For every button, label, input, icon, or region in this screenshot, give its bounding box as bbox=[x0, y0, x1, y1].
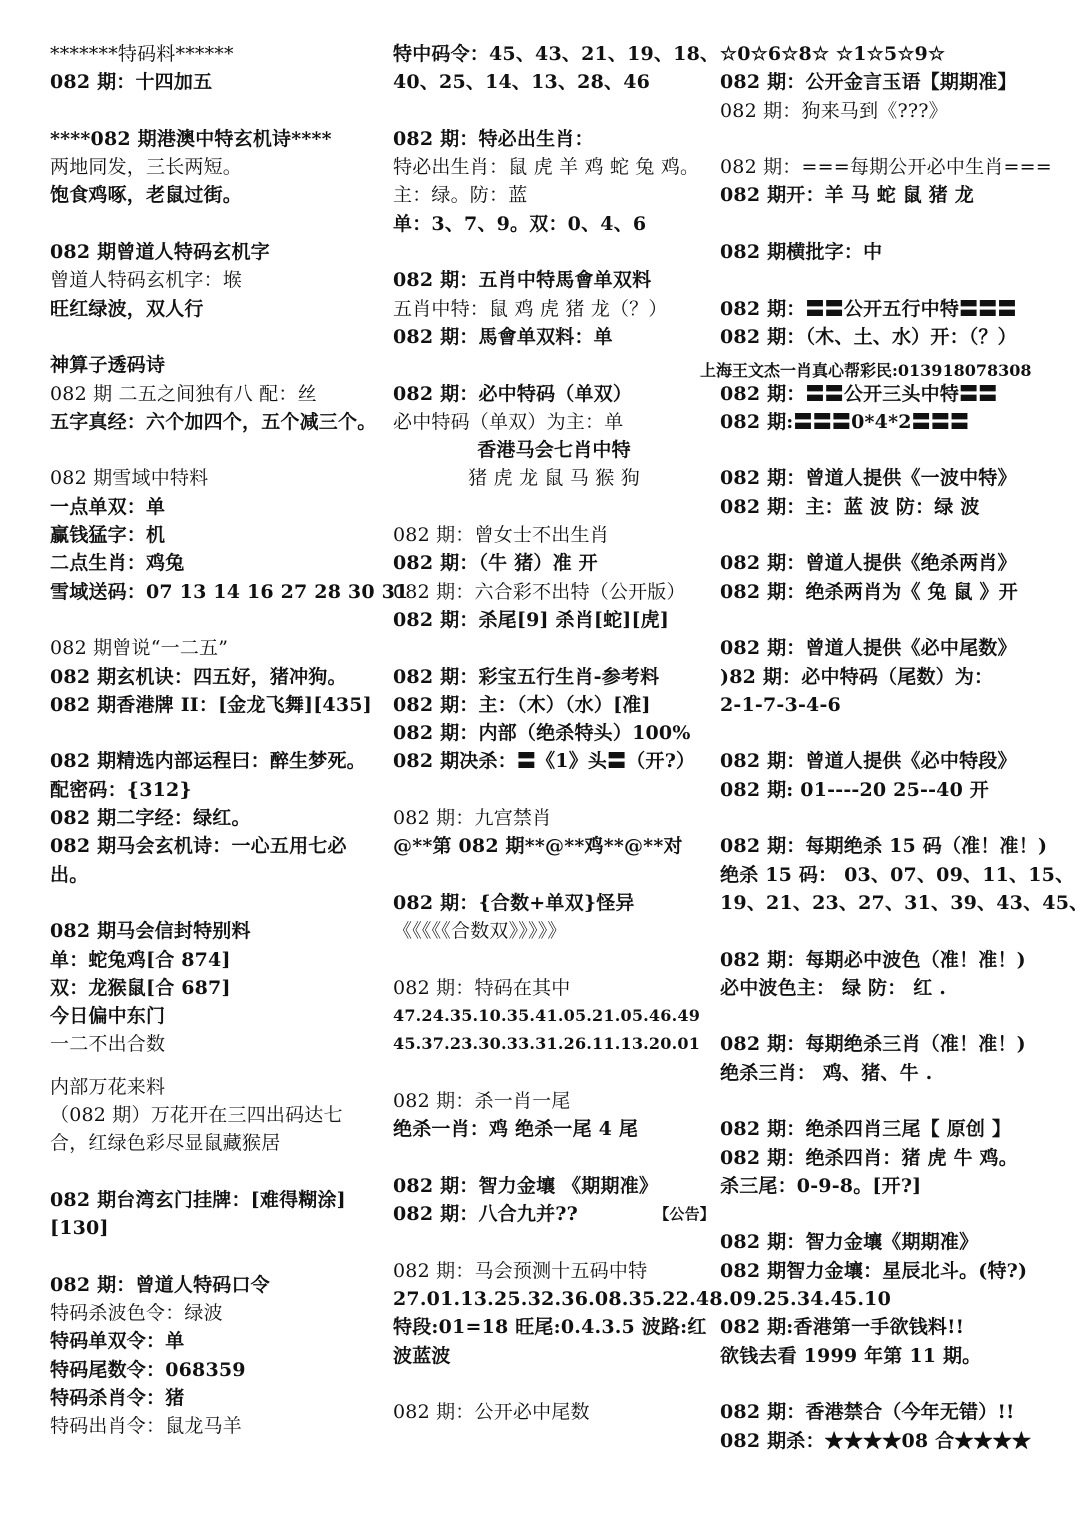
section-heading: 082 期：曾道人提供《绝杀两肖》 bbox=[720, 552, 1017, 575]
text-line: 欲钱去看 1999 年第 11 期。 bbox=[720, 1344, 982, 1367]
text-line: 猪 虎 龙 鼠 马 猴 狗 bbox=[468, 467, 640, 490]
text-line: 主：绿。防：蓝 bbox=[393, 184, 528, 207]
text-line: 单：蛇兔鸡[合 874] bbox=[50, 948, 231, 971]
section-heading: 082 期：智力金壤 《期期准》 bbox=[393, 1174, 659, 1197]
text-line: 必中波色主： 绿 防： 红 . bbox=[720, 976, 947, 999]
section-heading: 082 期：每期绝杀三肖（准！准！) bbox=[720, 1033, 1026, 1056]
text-line: 二点生肖：鸡兔 bbox=[50, 552, 185, 575]
text-line: 082 期：内部（绝杀特头）100% bbox=[393, 722, 691, 745]
section-heading: 082 期：五肖中特馬會单双料 bbox=[393, 269, 652, 292]
section-heading: 082 期：每期必中波色（准！准！) bbox=[720, 948, 1026, 971]
text-line: 082 期 二五之间独有八 配：丝 bbox=[50, 382, 317, 405]
text-line: 47.24.35.10.35.41.05.21.05.46.49 bbox=[393, 1006, 701, 1026]
section-heading: 082 期：马会预测十五码中特 bbox=[393, 1259, 648, 1282]
text-line: （082 期）万花开在三四出码达七合，红绿色彩尽显鼠藏猴居 bbox=[50, 1103, 343, 1155]
text-line: 五肖中特：鼠 鸡 虎 猪 龙（？） bbox=[393, 297, 668, 320]
text-line: 特段:01=18 旺尾:0.4.3.5 波路:红波蓝波 bbox=[393, 1316, 707, 1367]
section-heading: 神算子透码诗 bbox=[50, 354, 166, 377]
section-heading: 082 期：特必出生肖： bbox=[393, 127, 594, 150]
text-line: 19、21、23、27、31、39、43、45、 bbox=[720, 891, 1088, 914]
section-heading: 082 期：曾道人提供《一波中特》 bbox=[720, 467, 1017, 490]
text-line: 特码出肖令：鼠龙马羊 bbox=[50, 1415, 243, 1438]
column-left bbox=[50, 40, 409, 1441]
text-line: 特码尾数令：068359 bbox=[50, 1358, 246, 1381]
section-heading: 082 期：智力金壤《期期准》 bbox=[720, 1231, 979, 1254]
section-heading: 082 期：杀一肖一尾 bbox=[393, 1089, 571, 1112]
section-heading: 香港马会七肖中特 bbox=[477, 439, 631, 462]
section-heading: 082 期雪域中特料 bbox=[50, 467, 209, 490]
section-heading: 082 期：曾女士不出生肖 bbox=[393, 524, 609, 547]
text-line: ☆0☆6☆8☆ ☆1☆5☆9☆ bbox=[720, 43, 946, 65]
contact-overlay-text: 上海王文杰一肖真心帮彩民:013918078308 bbox=[700, 358, 1032, 381]
text-line: 特码单双令：单 bbox=[50, 1330, 185, 1353]
text-line: 082 期二字经：绿红。 bbox=[50, 807, 251, 830]
text-line: 特必出生肖：鼠 虎 羊 鸡 蛇 兔 鸡。 bbox=[393, 156, 700, 179]
text-line: 绝杀三肖： 鸡、猪、牛 . bbox=[720, 1061, 933, 1084]
text-line: 【公告】 082 期：八合九并?? bbox=[393, 1200, 715, 1228]
text-line: 082 期：狗来马到《???》 bbox=[720, 99, 948, 122]
text-line: 特码杀肖令：猪 bbox=[50, 1386, 185, 1409]
section-heading: 082 期：九宫禁肖 bbox=[393, 807, 552, 830]
text-line: 赢钱猛字：机 bbox=[50, 524, 166, 547]
section-heading: 082 期：绝杀四肖三尾【 原创 】 bbox=[720, 1118, 1012, 1141]
text-line: 饱食鸡啄，老鼠过街。 bbox=[50, 184, 243, 207]
text-line: 两地同发，三长两短。 bbox=[50, 156, 243, 179]
text-line: 082 期：绝杀四肖：猪 虎 牛 鸡。 bbox=[720, 1146, 1018, 1169]
text-line: 082 期：十四加五 bbox=[50, 71, 213, 94]
text-line: 082 期决杀：〓《1》头〓（开?） bbox=[393, 750, 696, 773]
section-heading: 082 期：每期绝杀 15 码（准！准！) bbox=[720, 835, 1048, 858]
text-line: 绝杀一肖：鸡 绝杀一尾 4 尾 bbox=[393, 1118, 639, 1141]
text-line: 2-1-7-3-4-6 bbox=[720, 693, 841, 716]
text-line: 《《《《《合数双》》》》》 bbox=[393, 920, 567, 943]
section-heading: 内部万花来料 bbox=[50, 1075, 166, 1098]
section-heading: 082 期：特码在其中 bbox=[393, 976, 571, 999]
text-line: 082 期: 01----20 25--40 开 bbox=[720, 778, 990, 801]
text-line: 082 期：杀尾[9] 杀肖[蛇][虎] bbox=[393, 608, 670, 631]
text-line: 单：3、7、9。双：0、4、6 bbox=[393, 212, 647, 235]
text-line: 绝杀 15 码： 03、07、09、11、15、 bbox=[720, 863, 1075, 886]
text-line: 杀三尾：0-9-8。[开?] bbox=[720, 1174, 922, 1197]
text-line: 082 期：主：（木）（水）[准] bbox=[393, 693, 651, 716]
section-heading: 082 期：曾道人提供《必中特段》 bbox=[720, 750, 1017, 773]
column-right bbox=[720, 40, 1088, 1455]
text-line: 082 期横批字：中 bbox=[720, 241, 883, 264]
text-line: 082 期台湾玄门挂牌：[难得糊涂][130] bbox=[50, 1188, 346, 1240]
section-heading: 082 期：===每期公开必中生肖=== bbox=[720, 156, 1052, 179]
text-line: 082 期香港牌 II：[金龙飞舞][435] bbox=[50, 693, 372, 716]
text-line: 082 期马会玄机诗：一心五用七必出。 bbox=[50, 835, 347, 886]
section-heading: 082 期：曾道人特码口令 bbox=[50, 1273, 270, 1296]
text-line: 082 期：（木、土、水）开：（？） bbox=[720, 325, 1017, 348]
text-line: *******特码料****** bbox=[50, 43, 234, 65]
text-line: 082 期杀：★★★★08 合★★★★ bbox=[720, 1429, 1032, 1452]
section-heading: 082 期：公开金言玉语【期期准】 bbox=[720, 71, 1017, 94]
section-heading: 082 期:香港第一手欲钱料!! bbox=[720, 1316, 965, 1339]
section-heading: 082 期：必中特码（单双） bbox=[393, 382, 633, 405]
text-line: 082 期：六合彩不出特（公开版） bbox=[393, 580, 686, 603]
text-line: 082 期玄机诀：四五好，猪冲狗。 bbox=[50, 665, 347, 688]
text-line: 曾道人特码玄机字：堠 bbox=[50, 269, 243, 292]
notice-label: 【公告】 bbox=[654, 1205, 715, 1224]
text-line: 082 期：绝杀两肖为《 兔 鼠 》开 bbox=[720, 580, 1018, 603]
section-heading: 082 期：香港禁合（今年无错）!! bbox=[720, 1401, 1015, 1424]
section-heading: 082 期曾道人特码玄机字 bbox=[50, 241, 270, 264]
text-line: 40、25、14、13、28、46 bbox=[393, 71, 651, 94]
text-line: 082 期开：羊 马 蛇 鼠 猪 龙 bbox=[720, 184, 974, 207]
text-line: 双：龙猴鼠[合 687] bbox=[50, 976, 231, 999]
text-line: 一二不出合数 bbox=[50, 1033, 166, 1056]
text-line: @**第 082 期**@**鸡**@**对 bbox=[393, 835, 683, 858]
text-line: 082 期：（牛 猪）准 开 bbox=[393, 552, 598, 575]
text-line: 必中特码（单双）为主：单 bbox=[393, 410, 624, 433]
text-line: 45.37.23.30.33.31.26.11.13.20.01 bbox=[393, 1034, 701, 1054]
text-line: 082 期:〓〓〓0*4*2〓〓〓 bbox=[720, 410, 970, 433]
text-line: 082 期智力金壤：星辰北斗。(特?) bbox=[720, 1259, 1028, 1282]
section-heading: 082 期：〓〓公开五行中特〓〓〓 bbox=[720, 297, 1017, 320]
text-line: 今日偏中东门 bbox=[50, 1005, 166, 1028]
section-heading: 082 期：曾道人提供《必中尾数》 bbox=[720, 637, 1017, 660]
text-line: 27.01.13.25.32.36.08.35.22.48.09.25.34.45.10 bbox=[393, 1288, 892, 1311]
text-line: 一点单双：单 bbox=[50, 495, 166, 518]
section-heading: 082 期：彩宝五行生肖-参考料 bbox=[393, 665, 660, 688]
text-line: 旺红绿波，双人行 bbox=[50, 297, 204, 320]
text-line: 特中码令：45、43、21、19、18、 bbox=[393, 43, 720, 65]
section-heading: 082 期曾说“一二五” bbox=[50, 637, 229, 660]
section-heading: 082 期：公开必中尾数 bbox=[393, 1401, 590, 1424]
text-line: 特码杀波色令：绿波 bbox=[50, 1302, 223, 1325]
section-heading: 082 期：{合数+单双}怪异 bbox=[393, 891, 635, 914]
text-line: 配密码：{312} bbox=[50, 778, 192, 801]
text-line: 082 期精选内部运程曰：醉生梦死。 bbox=[50, 750, 366, 773]
text-line: 雪域送码：07 13 14 16 27 28 30 31 bbox=[50, 580, 409, 603]
text-line: 082 期：馬會单双料：单 bbox=[393, 325, 613, 348]
section-heading: ****082 期港澳中特玄机诗**** bbox=[50, 127, 332, 150]
section-heading: 082 期马会信封特别料 bbox=[50, 920, 251, 943]
text-line: )82 期：必中特码（尾数）为： bbox=[720, 665, 994, 688]
text-line: 五字真经：六个加四个，五个减三个。 bbox=[50, 410, 377, 433]
section-heading: 082 期：〓〓公开三头中特〓〓 bbox=[720, 382, 998, 405]
text-line: 082 期：主：蓝 波 防：绿 波 bbox=[720, 495, 980, 518]
